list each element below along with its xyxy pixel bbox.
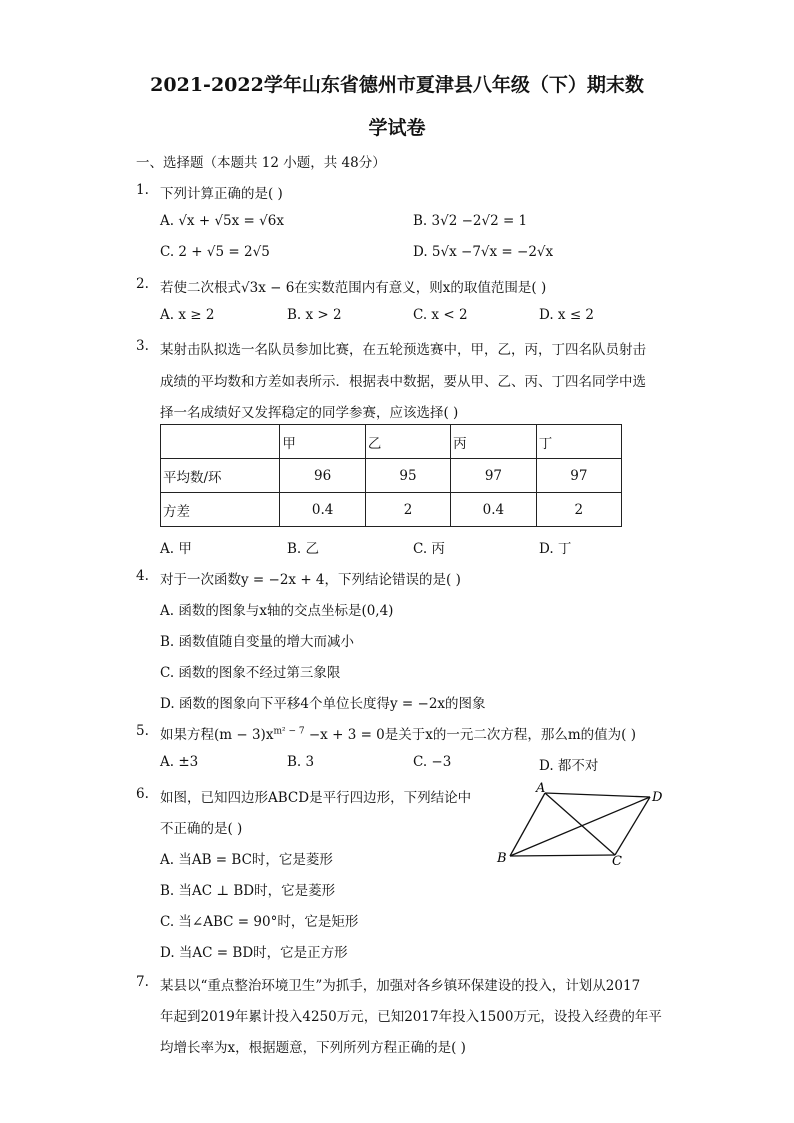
question-number: 4. — [136, 568, 149, 584]
question-number: 5. — [136, 723, 149, 739]
table-cell: 2 — [365, 493, 450, 527]
option-d: D. 丁 — [539, 541, 572, 557]
vertex-label-b: B — [497, 851, 507, 866]
option-c: C. −3 — [413, 754, 452, 770]
stem-part: −x + 3 = 0是关于x的一元二次方程，那么m的值为( ) — [304, 727, 636, 743]
score-table — [160, 424, 622, 527]
option-d: D. 函数的图象向下平移4个单位长度得y = −2x的图象 — [160, 696, 486, 712]
question-number: 6. — [136, 786, 149, 802]
question-stem-cont: 不正确的是( ) — [160, 821, 243, 837]
parallelogram-figure — [490, 780, 670, 870]
section-header: 一、选择题（本题共 12 小题，共 48分） — [136, 155, 386, 171]
stem-part: 如果方程(m − 3)x — [160, 727, 274, 743]
table-cell: 0.4 — [451, 493, 537, 527]
table-header-cell: 丁 — [536, 425, 621, 459]
question-stem: 若使二次根式√3x − 6在实数范围内有意义，则x的取值范围是( ) — [160, 280, 547, 296]
vertex-label-c: C — [612, 854, 622, 869]
option-a: A. x ≥ 2 — [160, 307, 215, 323]
diagonal-bd — [510, 797, 650, 856]
table-cell: 96 — [280, 459, 366, 493]
table-header-cell: 甲 — [280, 425, 366, 459]
table-header-cell: 丙 — [451, 425, 537, 459]
option-a: A. ±3 — [160, 754, 199, 770]
option-b: B. 当AC ⊥ BD时，它是菱形 — [160, 883, 336, 899]
option-a: A. 函数的图象与x轴的交点坐标是(0,4) — [160, 603, 394, 619]
option-b: B. 乙 — [287, 541, 320, 557]
edge-ad — [545, 793, 650, 797]
option-d: D. x ≤ 2 — [539, 307, 595, 323]
table-cell: 0.4 — [280, 493, 366, 527]
option-a: A. 甲 — [160, 541, 192, 557]
option-b: B. 3 — [287, 754, 315, 770]
question-stem: 如图，已知四边形ABCD是平行四边形，下列结论中 — [160, 790, 472, 806]
table-cell: 97 — [536, 459, 621, 493]
edge-ab — [510, 793, 545, 856]
option-a: A. 当AB = BC时，它是菱形 — [160, 852, 333, 868]
question-stem-cont: 年起到2019年累计投入4250万元，已知2017年投入1500万元，设投入经费的年平 — [160, 1009, 662, 1025]
edge-cd — [615, 797, 650, 855]
exponent: m² − 7 — [273, 726, 305, 737]
question-stem: 某射击队拟选一名队员参加比赛，在五轮预选赛中，甲，乙，丙，丁四名队员射击 — [160, 342, 646, 358]
option-d: D. 5√x −7√x = −2√x — [413, 244, 554, 260]
question-number: 2. — [136, 276, 149, 292]
diagonal-ac — [545, 793, 615, 855]
table-cell: 方差 — [161, 493, 280, 527]
option-d: D. 都不对 — [539, 758, 599, 774]
option-c: C. 丙 — [413, 541, 445, 557]
question-stem-cont: 均增长率为x，根据题意，下列所列方程正确的是( ) — [160, 1040, 466, 1056]
page-title: 2021-2022学年山东省德州市夏津县八年级（下）期末数 — [150, 74, 644, 96]
question-stem: 某县以“重点整治环境卫生”为抓手，加强对各乡镇环保建设的投入，计划从2017 — [160, 978, 641, 994]
table-row — [161, 493, 622, 527]
vertex-label-a: A — [536, 781, 546, 796]
question-stem: 下列计算正确的是( ) — [160, 186, 283, 202]
edge-bc — [510, 855, 615, 856]
question-stem-cont: 择一名成绩好又发挥稳定的同学参赛，应该选择( ) — [160, 405, 459, 421]
option-a: A. √x + √5x = √6x — [160, 213, 284, 229]
question-stem: 对于一次函数y = −2x + 4，下列结论错误的是( ) — [160, 572, 461, 588]
option-c: C. 2 + √5 = 2√5 — [160, 244, 270, 260]
table-row — [161, 459, 622, 493]
option-c: C. 函数的图象不经过第三象限 — [160, 665, 341, 681]
table-cell: 95 — [365, 459, 450, 493]
option-c: C. 当∠ABC = 90°时，它是矩形 — [160, 914, 359, 930]
question-stem — [160, 723, 636, 743]
table-cell: 2 — [536, 493, 621, 527]
option-b: B. 3√2 −2√2 = 1 — [413, 213, 528, 229]
option-c: C. x < 2 — [413, 307, 468, 323]
option-b: B. 函数值随自变量的增大而减小 — [160, 634, 355, 650]
vertex-label-d: D — [652, 790, 663, 805]
question-number: 1. — [136, 182, 149, 198]
table-header-cell: 乙 — [365, 425, 450, 459]
question-number: 7. — [136, 974, 149, 990]
question-number: 3. — [136, 338, 149, 354]
question-stem-cont: 成绩的平均数和方差如表所示．根据表中数据，要从甲、乙、丙、丁四名同学中选 — [160, 374, 646, 390]
page-title-cont: 学试卷 — [368, 117, 426, 139]
table-cell: 平均数/环 — [161, 459, 280, 493]
option-b: B. x > 2 — [287, 307, 342, 323]
table-header-row — [161, 425, 622, 459]
table-header-cell — [161, 425, 280, 459]
table-cell: 97 — [451, 459, 537, 493]
option-d: D. 当AC = BD时，它是正方形 — [160, 945, 348, 961]
